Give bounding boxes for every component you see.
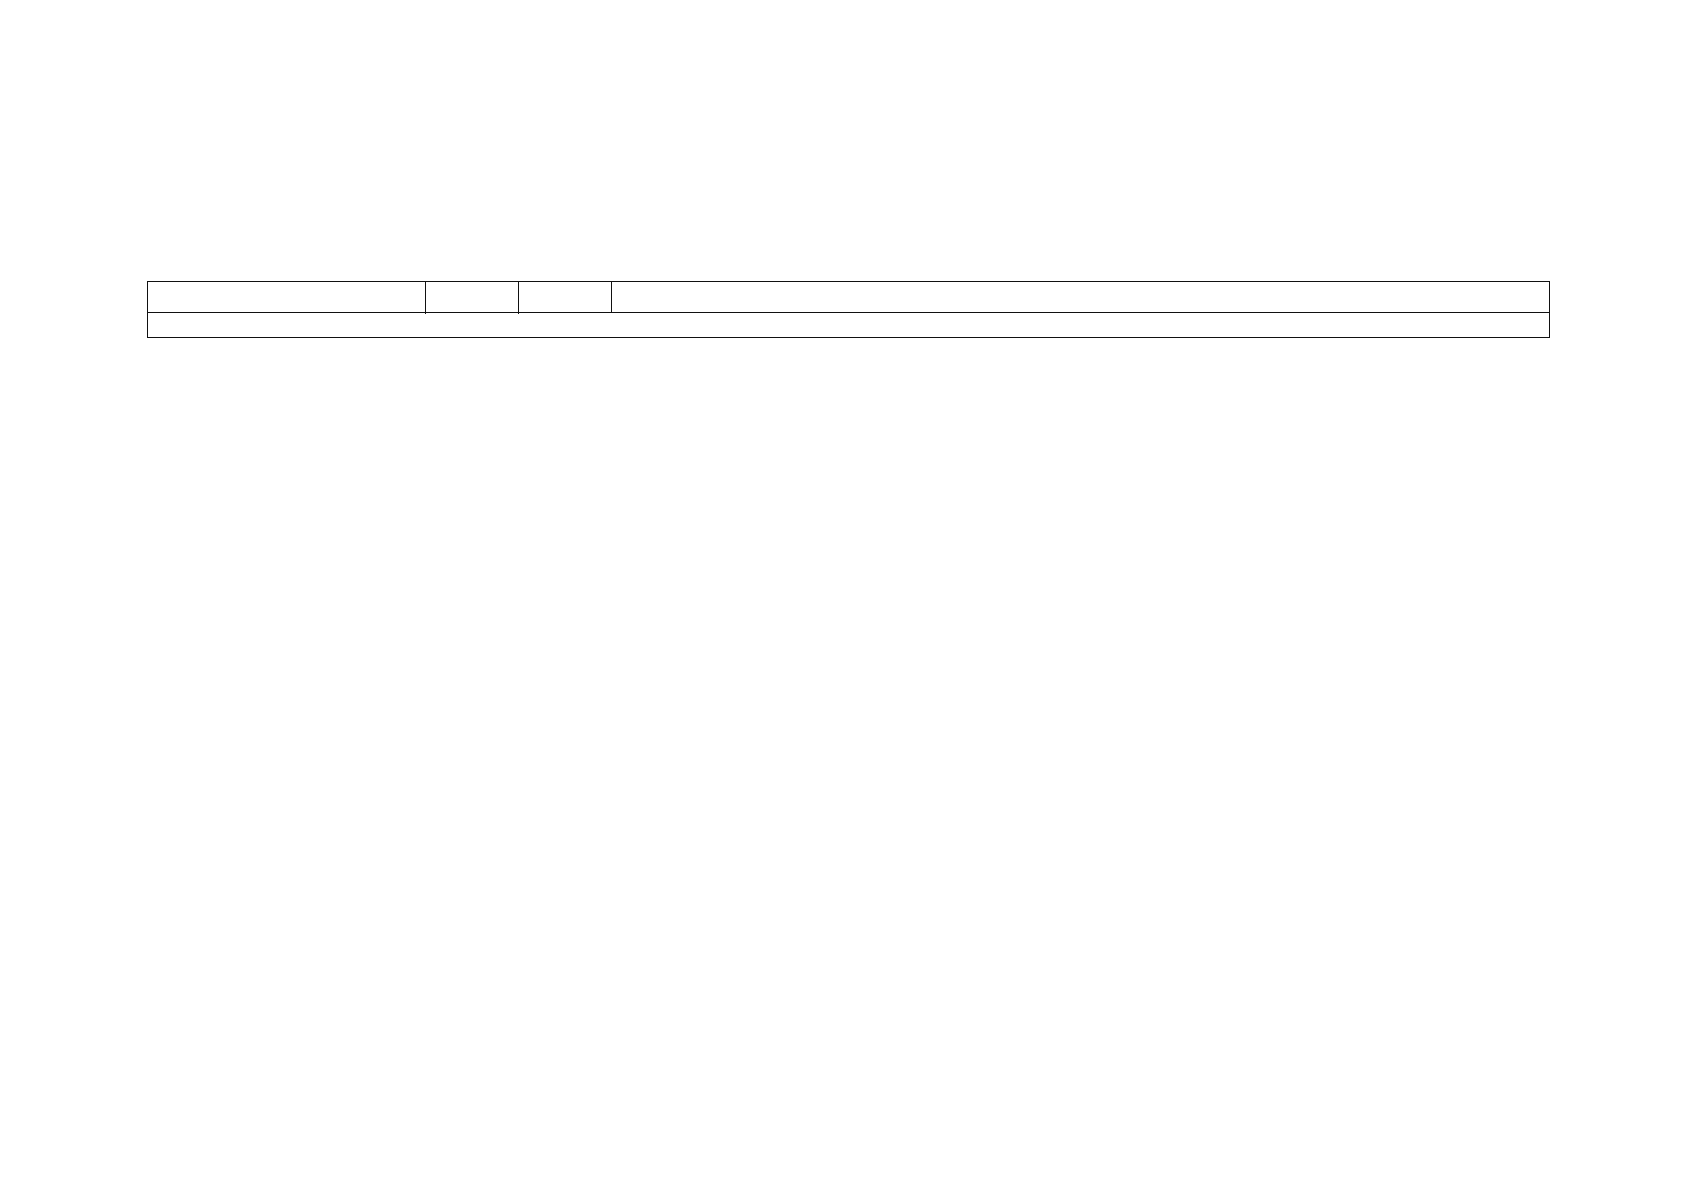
header-plan-indicators xyxy=(611,282,1549,313)
fire-protection-plan-table xyxy=(147,281,1550,338)
header-unit xyxy=(426,282,519,313)
header-done-2018 xyxy=(518,282,611,313)
header-activity-name xyxy=(148,282,426,313)
section-heading xyxy=(148,313,1550,338)
